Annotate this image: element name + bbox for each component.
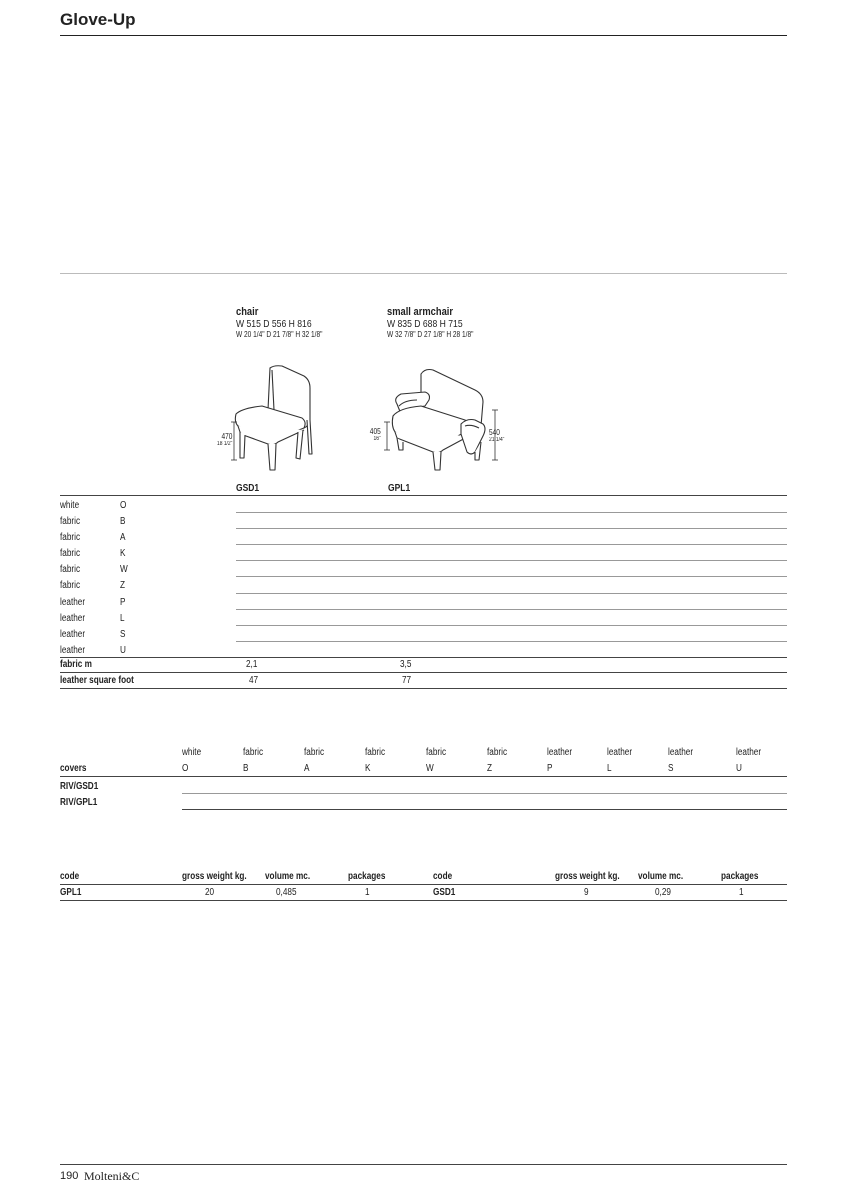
- material-cat: P: [120, 597, 126, 608]
- pkg-header-packages: packages: [721, 871, 759, 882]
- chair-seat-height: 470 18 1/2": [216, 432, 233, 447]
- covers-row-riv-gpl1: RIV/GPL1: [60, 797, 98, 808]
- section-divider: [60, 273, 787, 274]
- pkg-weight: 9: [584, 887, 589, 898]
- pkg-header-volume: volume mc.: [265, 871, 311, 882]
- armchair-drawing: [365, 364, 505, 476]
- cover-col-cat: B: [243, 763, 249, 774]
- material-type: leather: [60, 613, 86, 624]
- material-cat: A: [120, 532, 126, 543]
- cover-col-type: leather: [547, 747, 573, 758]
- product-armchair-heading: [387, 306, 492, 339]
- pkg-packages: 1: [365, 887, 370, 898]
- material-type: fabric: [60, 580, 81, 591]
- chair-drawing: [212, 362, 322, 474]
- pkg-header-weight: gross weight kg.: [555, 871, 620, 882]
- pkg-header-volume: volume mc.: [638, 871, 684, 882]
- pkg-code: GPL1: [60, 887, 82, 898]
- material-cat: Z: [120, 580, 126, 591]
- material-cat: K: [120, 548, 126, 559]
- material-type: fabric: [60, 548, 81, 559]
- product-dims-in: W 20 1/4" D 21 7/8" H 32 1/8": [236, 330, 323, 339]
- cover-col-cat: P: [547, 763, 553, 774]
- cover-col-type: fabric: [243, 747, 264, 758]
- product-dims-in: W 32 7/8" D 27 1/8" H 28 1/8": [387, 330, 474, 339]
- cover-col-type: white: [182, 747, 202, 758]
- header-rule: [60, 35, 787, 36]
- fabric-m-gpl1: 3,5: [400, 659, 412, 670]
- pkg-header-code: code: [60, 871, 80, 882]
- armchair-seat-height: 405 16": [369, 427, 381, 442]
- leather-sqft-gsd1: 47: [249, 675, 259, 686]
- material-cat: B: [120, 516, 126, 527]
- material-type: leather: [60, 645, 86, 656]
- covers-label: covers: [60, 763, 87, 774]
- product-name: small armchair: [387, 306, 454, 318]
- armchair-arm-height: 540 21 1/4": [489, 428, 505, 443]
- material-type: fabric: [60, 532, 81, 543]
- cover-col-cat: O: [182, 763, 189, 774]
- material-type: fabric: [60, 564, 81, 575]
- pkg-volume: 0,29: [655, 887, 671, 898]
- pkg-weight: 20: [205, 887, 215, 898]
- cover-col-type: leather: [607, 747, 633, 758]
- material-cat: W: [120, 564, 128, 575]
- pkg-header-packages: packages: [348, 871, 386, 882]
- leather-sqft-label: leather square foot: [60, 675, 134, 686]
- material-type: leather: [60, 597, 86, 608]
- product-chair-heading: [236, 306, 341, 339]
- material-cat: U: [120, 645, 126, 656]
- material-type: white: [60, 500, 80, 511]
- cover-col-cat: S: [668, 763, 674, 774]
- covers-row-riv-gsd1: RIV/GSD1: [60, 781, 99, 792]
- product-code-gsd1: GSD1: [236, 483, 260, 494]
- brand-logo: Molteni&C: [84, 1169, 140, 1183]
- cover-col-type: fabric: [365, 747, 386, 758]
- cover-col-type: fabric: [304, 747, 325, 758]
- page-number: 190: [60, 1170, 79, 1182]
- product-dims-mm: W 835 D 688 H 715: [387, 318, 463, 330]
- material-cat: S: [120, 629, 126, 640]
- product-code-gpl1: GPL1: [388, 483, 411, 494]
- cover-col-type: fabric: [487, 747, 508, 758]
- cover-col-type: leather: [668, 747, 694, 758]
- cover-col-cat: W: [426, 763, 434, 774]
- pkg-code: GSD1: [433, 887, 456, 898]
- cover-col-cat: K: [365, 763, 371, 774]
- material-type: leather: [60, 629, 86, 640]
- cover-col-cat: U: [736, 763, 742, 774]
- materials-top-rule: [60, 495, 787, 496]
- pkg-header-weight: gross weight kg.: [182, 871, 247, 882]
- pkg-packages: 1: [739, 887, 744, 898]
- cover-col-cat: Z: [487, 763, 493, 774]
- cover-col-type: leather: [736, 747, 762, 758]
- page-title: Glove-Up: [60, 10, 136, 29]
- pkg-volume: 0,485: [276, 887, 297, 898]
- cover-col-cat: L: [607, 763, 612, 774]
- fabric-m-label: fabric m: [60, 659, 92, 670]
- material-cat: L: [120, 613, 125, 624]
- pkg-header-code: code: [433, 871, 453, 882]
- material-cat: O: [120, 500, 127, 511]
- leather-sqft-gpl1: 77: [402, 675, 412, 686]
- fabric-m-gsd1: 2,1: [246, 659, 258, 670]
- product-name: chair: [236, 306, 259, 318]
- footer-rule: [60, 1164, 787, 1165]
- cover-col-type: fabric: [426, 747, 447, 758]
- cover-col-cat: A: [304, 763, 310, 774]
- material-type: fabric: [60, 516, 81, 527]
- product-dims-mm: W 515 D 556 H 816: [236, 318, 312, 330]
